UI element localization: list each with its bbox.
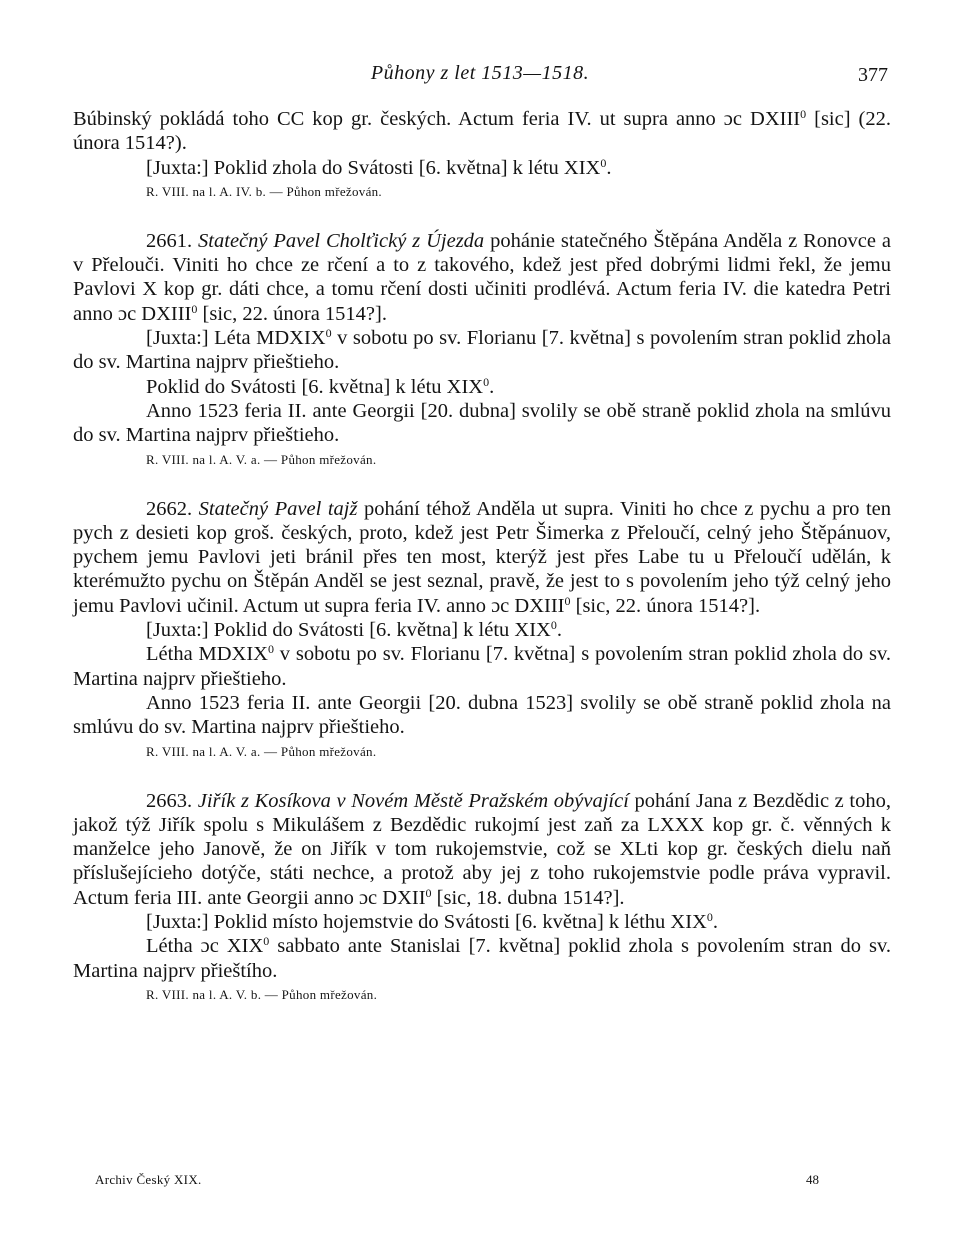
page-header [0, 60, 960, 90]
page-number: 377 [858, 64, 888, 86]
paragraph: Búbinský pokládá toho CC kop gr. českých. Actum feria IV. ut supra anno ɔc DXIII$^0$ [sic] (22. února 1514?). [73, 107, 891, 155]
entry-number: 2661. [146, 229, 193, 252]
entry-2663 [73, 789, 891, 1004]
running-title: Půhony z let 1513—1518. [370, 62, 590, 84]
entry-paragraph: 2661. Statečný Pavel Cholťický z Újezda pohánie statečného Štěpána Anděla z Ronovce a v Přelouči. Viniti ho chce ze rčení a to z takového, kdež jest před dobrými lidmi řekl, že jemu Pavlovi X kop gr. dáti chce, a tomu rčení dosti učiniti prodlévá. Actum feria IV. die katedra Petri anno ɔc DXIII$^0$ [sic, 22. února 1514?]. [73, 229, 892, 325]
paragraph: Poklid do Svátosti [6. května] k létu XIX$^0$. [146, 374, 495, 398]
archive-note: R. VIII. na l. A. V. b. — Půhon mřežován. [146, 986, 378, 1002]
paragraph: Anno 1523 feria II. ante Georgii [20. dubna] svolily se obě straně poklid zhola na smlúvu do sv. Martina najprv přieštieho. [73, 399, 891, 447]
entry-number: 2662. [146, 497, 193, 520]
entry-names: Statečný Pavel tajž [198, 497, 358, 520]
entry-continuation [73, 107, 891, 201]
juxta-paragraph: [Juxta:] Léta MDXIX$^0$ v sobotu po sv. Florianu [7. května] s povolením stran poklid zhola do sv. Martina najprv přieštieho. [73, 326, 891, 374]
page-body [73, 107, 891, 1004]
page-footer [95, 1172, 835, 1192]
entry-paragraph: 2663. Jiřík z Kosíkova v Novém Městě Pražském obývající pohání Jana z Bezdědic z toho, jakož týž Jiřík spolu s Mikulášem z Bezdědic rukojmí jest zaň za LXXX kop gr. č. věnných k manželce jeho Janově, že on Jiřík v tom rukojemstvie, což se XLti kop gr. českých dielu naň příslušejícieho dotýče, státi nechce, a protož aby jej z toho rukojemstvie podle práva vypravil. Actum feria III. ante Georgii anno ɔc DXII$^0$ [sic, 18. dubna 1514?]. [73, 789, 891, 909]
entry-paragraph: 2662. Statečný Pavel tajž pohání téhož Anděla ut supra. Viniti ho chce z pychu a pro ten pych z desieti kop groš. českých, proto, kdež jest Petr Šimerka z Přeloučí, celný jeho Štěpánuov, pychem jemu Pavlovi jeti bránil přes ten most, kterýž jest přes Labe tu u Přeloučí udělán, k kterémužto pychu on Štěpán Anděl se jest seznal, pravě, že jest to s povolením jeho týž celný jeho jemu Pavlovi učinil. Actum ut supra feria IV. anno ɔc DXIII$^0$ [sic, 22. února 1514?]. [73, 497, 891, 617]
juxta-paragraph: [Juxta:] Poklid místo hojemstvie do Svátosti [6. května] k léthu XIX$^0$. [146, 910, 718, 934]
paragraph: Létha ɔc XIX$^0$ sabbato ante Stanislai [7. května] poklid zhola s povolením stran do sv. Martina najprv přieštího. [73, 934, 891, 982]
entry-2662 [73, 497, 891, 761]
entry-names: Statečný Pavel Cholťický z Újezda [198, 229, 485, 252]
paragraph: Anno 1523 feria II. ante Georgii [20. dubna 1523] svolily se obě straně poklid zhola na smlúvu do sv. Martina najprv přieštieho. [73, 691, 891, 739]
entry-2661 [73, 229, 891, 469]
entry-names: Jiřík z Kosíkova v Novém Městě Pražském obývající [197, 789, 629, 812]
entry-number: 2663. [146, 789, 193, 812]
juxta-paragraph: [Juxta:] Poklid zhola do Svátosti [6. května] k létu XIX$^0$. [146, 155, 612, 179]
paragraph: Létha MDXIX$^0$ v sobotu po sv. Florianu [7. května] s povolením stran poklid zhola do sv. Martina najprv přieštieho. [73, 642, 891, 690]
archive-note: R. VIII. na l. A. V. a. — Půhon mřežován. [146, 451, 377, 467]
juxta-paragraph: [Juxta:] Poklid do Svátosti [6. května] k létu XIX$^0$. [146, 618, 562, 642]
archive-note: R. VIII. na l. A. IV. b. — Půhon mřežován. [146, 183, 382, 199]
sheet-number: 48 [806, 1172, 819, 1187]
archive-note: R. VIII. na l. A. V. a. — Půhon mřežován. [146, 743, 377, 759]
printer-signature: Archiv Český XIX. [95, 1172, 202, 1187]
